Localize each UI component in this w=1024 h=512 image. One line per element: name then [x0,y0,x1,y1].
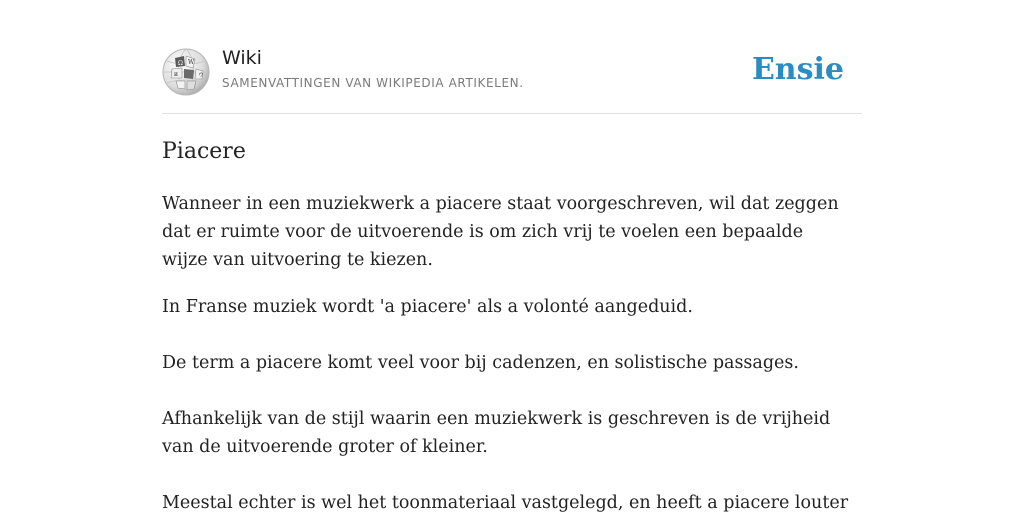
site-tagline: SAMENVATTINGEN VAN WIKIPEDIA ARTIKELEN. [222,76,524,90]
svg-text:Ω: Ω [178,60,183,67]
article-body [162,190,852,512]
svg-text:ウ: ウ [198,72,205,79]
svg-text:и: и [174,71,178,78]
article-paragraph: In Franse muziek wordt 'a piacere' als a volonté aangeduid. [162,297,693,317]
svg-text:W: W [188,59,195,66]
article-title: Piacere [162,139,246,164]
article-paragraph: De term a piacere komt veel voor bij cadenzen, en solistische passages. [162,353,799,373]
article-paragraph: Afhankelijk van de stijl waarin een muziekwerk is geschreven is de vrijheid van de uitvoerende groter of kleiner. [162,409,831,457]
site-header [162,46,862,114]
wikipedia-globe-icon[interactable] [162,48,210,96]
article-content [162,136,852,512]
site-title[interactable]: Wiki [222,47,262,69]
article-paragraph: Meestal echter is wel het toonmateriaal vastgelegd, en heeft a piacere louter [162,493,849,512]
brand-logo[interactable]: Ensie [751,52,844,87]
article-paragraph: Wanneer in een muziekwerk a piacere staat voorgeschreven, wil dat zeggen dat er ruimte voor de uitvoerende is om zich vrij te voelen een bepaalde wijze van uitvoering te kiezen. [162,194,839,270]
